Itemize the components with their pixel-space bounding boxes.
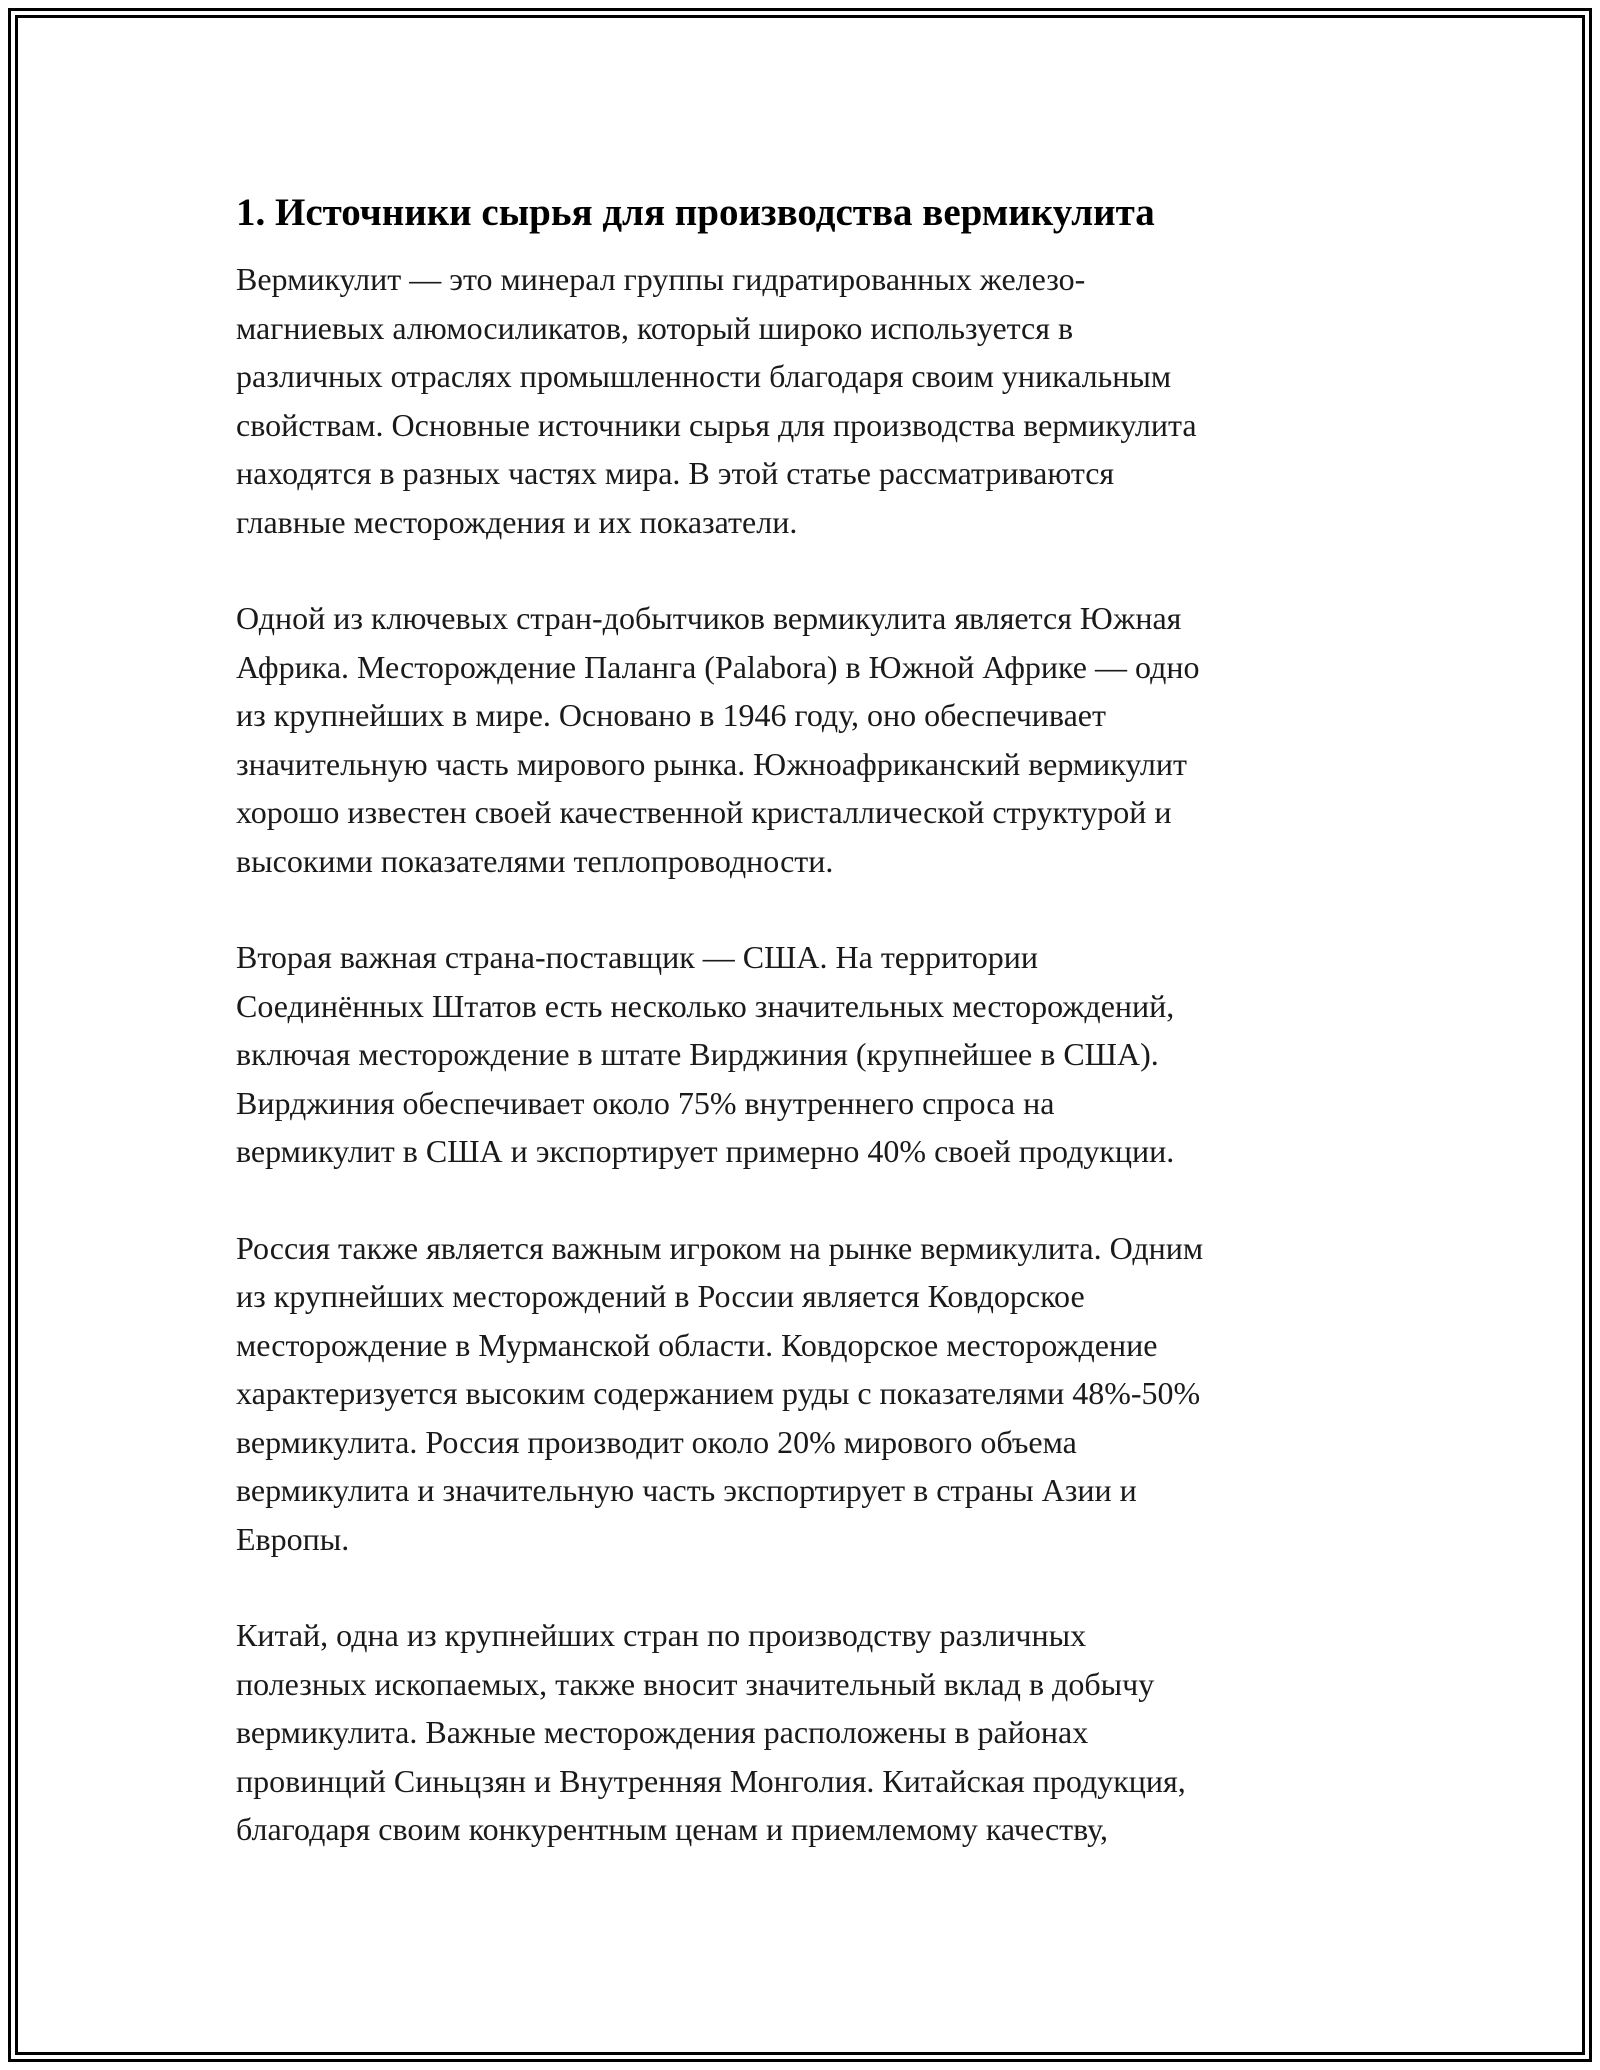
text-line: включая месторождение в штате Вирджиния (крупнейшее в США). — [236, 1036, 1159, 1072]
text-line: свойствам. Основные источники сырья для производства вермикулита — [236, 406, 1197, 443]
text-line: магниевых алюмосиликатов, который широко используется в — [236, 309, 1074, 346]
text-line: Соединённых Штатов есть несколько значительных месторождений, — [236, 987, 1175, 1024]
text-line: характеризуется высоким содержанием руды с показателями 48%-50% — [236, 1375, 1201, 1411]
text-line: провинций Синьцзян и Внутренняя Монголия. Китайская продукция, — [236, 1762, 1186, 1799]
paragraph-usa — [236, 933, 1366, 1176]
text-line: Вермикулит — это минерал группы гидратированных железо- — [236, 261, 1086, 297]
text-line: Африка. Месторождение Паланга (Palabora) в Южной Африке — одно — [236, 648, 1200, 685]
text-line: из крупнейших месторождений в России является Ковдорское — [236, 1278, 1085, 1314]
text-line: вермикулита. Россия производит около 20% мирового объема — [236, 1423, 1077, 1460]
text-line: находятся в разных частях мира. В этой статье рассматриваются — [236, 455, 1115, 491]
text-line: значительную часть мирового рынка. Южноафриканский вермикулит — [236, 745, 1187, 782]
paragraph-russia — [236, 1224, 1366, 1564]
text-line: различных отраслях промышленности благодаря своим уникальным — [236, 358, 1172, 394]
section-heading: 1. Источники сырья для производства вермикулита — [236, 191, 1155, 234]
text-line: вермикулит в США и экспортирует примерно 40% своей продукции. — [236, 1133, 1175, 1169]
text-line: из крупнейших в мире. Основано в 1946 году, оно обеспечивает — [236, 697, 1106, 733]
paragraph-south-africa — [236, 594, 1366, 885]
text-line: полезных ископаемых, также вносит значительный вклад в добычу — [236, 1665, 1155, 1702]
paragraph-intro — [236, 255, 1366, 546]
text-line: Вторая важная страна-поставщик — США. На территории — [236, 939, 1038, 975]
paragraph-china — [236, 1611, 1366, 1854]
text-line: Европы. — [236, 1520, 350, 1557]
text-line: вермикулита. Важные месторождения расположены в районах — [236, 1714, 1089, 1750]
text-line: вермикулита и значительную часть экспортирует в страны Азии и — [236, 1472, 1137, 1508]
text-line: Китай, одна из крупнейших стран по производству различных — [236, 1617, 1087, 1653]
text-line: Россия также является важным игроком на рынке вермикулита. Одним — [236, 1229, 1204, 1266]
text-line: месторождение в Мурманской области. Ковдорское месторождение — [236, 1326, 1158, 1363]
text-line: Одной из ключевых стран-добытчиков вермикулита является Южная — [236, 600, 1182, 636]
text-line: благодаря своим конкурентным ценам и приемлемому качеству, — [236, 1811, 1108, 1847]
text-line: Вирджиния обеспечивает около 75% внутреннего спроса на — [236, 1084, 1055, 1121]
text-line: главные месторождения и их показатели. — [236, 503, 798, 540]
text-line: хорошо известен своей качественной кристаллической структурой и — [236, 794, 1172, 830]
text-line: высокими показателями теплопроводности. — [236, 842, 834, 879]
document-body — [236, 187, 1366, 1902]
